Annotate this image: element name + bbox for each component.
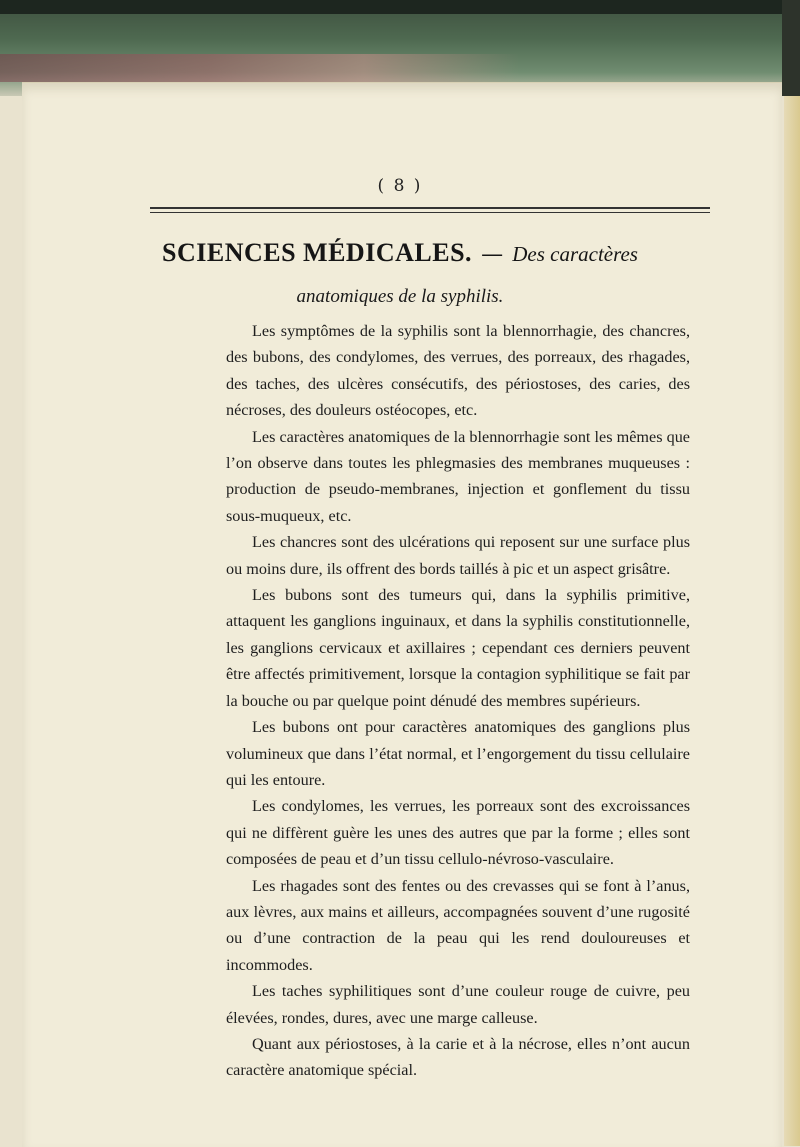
scan-corner: [782, 0, 800, 96]
section-heading: [0, 240, 800, 266]
paragraph: Les caractères anatomiques de la blennorrhagie sont les mêmes que l’on observe dans toutes les phlegmasies des membranes muqueuses : production de pseudo-membranes, injection et gonflement du tissu sous-muqueux, etc.: [226, 427, 690, 525]
paragraph: Les chancres sont des ulcérations qui reposent sur une surface plus ou moins dure, ils offrent des bords taillés à pic et un aspect grisâtre.: [226, 533, 690, 578]
heading-topic: Des caractères: [512, 242, 638, 266]
page-number: ( 8 ): [377, 176, 423, 196]
heading-main: SCIENCES MÉDICALES.: [162, 238, 473, 267]
header-rule: [150, 207, 710, 213]
paragraph: Les rhagades sont des fentes ou des crevasses qui se font à l’anus, aux lèvres, aux mains et ailleurs, accompagnées souvent d’une rugosité ou d’une contraction de la peau qui les rend douloureuses et incommodes.: [226, 876, 690, 974]
paragraph: Les symptômes de la syphilis sont la blennorrhagie, des chancres, des bubons, des condylomes, des verrues, des porreaux, des rhagades, des taches, des ulcères consécutifs, des périostoses, des caries, des nécroses, des douleurs ostéocopes, etc.: [226, 322, 690, 420]
paragraph: Les taches syphilitiques sont d’une couleur rouge de cuivre, peu élevées, rondes, dures, avec une marge calleuse.: [226, 982, 690, 1027]
paragraph: Les condylomes, les verrues, les porreaux sont des excroissances qui ne diffèrent guère les unes des autres que par la forme ; elles sont composées de peau et d’un tissu cellulo-névroso-vasculaire.: [226, 797, 690, 869]
scan-color-strip: [0, 54, 520, 82]
paragraph: Quant aux périostoses, à la carie et à la nécrose, elles n’ont aucun caractère anatomique spécial.: [226, 1034, 690, 1080]
heading-dash: —: [481, 242, 504, 267]
article-body: [226, 318, 690, 1084]
section-subtitle: anatomiques de la syphilis.: [296, 286, 504, 307]
scan-dark-band: [0, 0, 800, 14]
paragraph: Les bubons ont pour caractères anatomiques des ganglions plus volumineux que dans l’état normal, et l’engorgement du tissu cellulaire qui les entoure.: [226, 718, 690, 789]
paragraph: Les bubons sont des tumeurs qui, dans la syphilis primitive, attaquent les ganglions inguinaux, et dans la syphilis constitutionnelle, les ganglions cervicaux et axillaires ; cependant ces derniers peuvent être affectés primitivement, lorsque la contagion syphilitique se fait par la bouche ou par quelque point dénudé des membres supérieurs.: [226, 586, 690, 710]
